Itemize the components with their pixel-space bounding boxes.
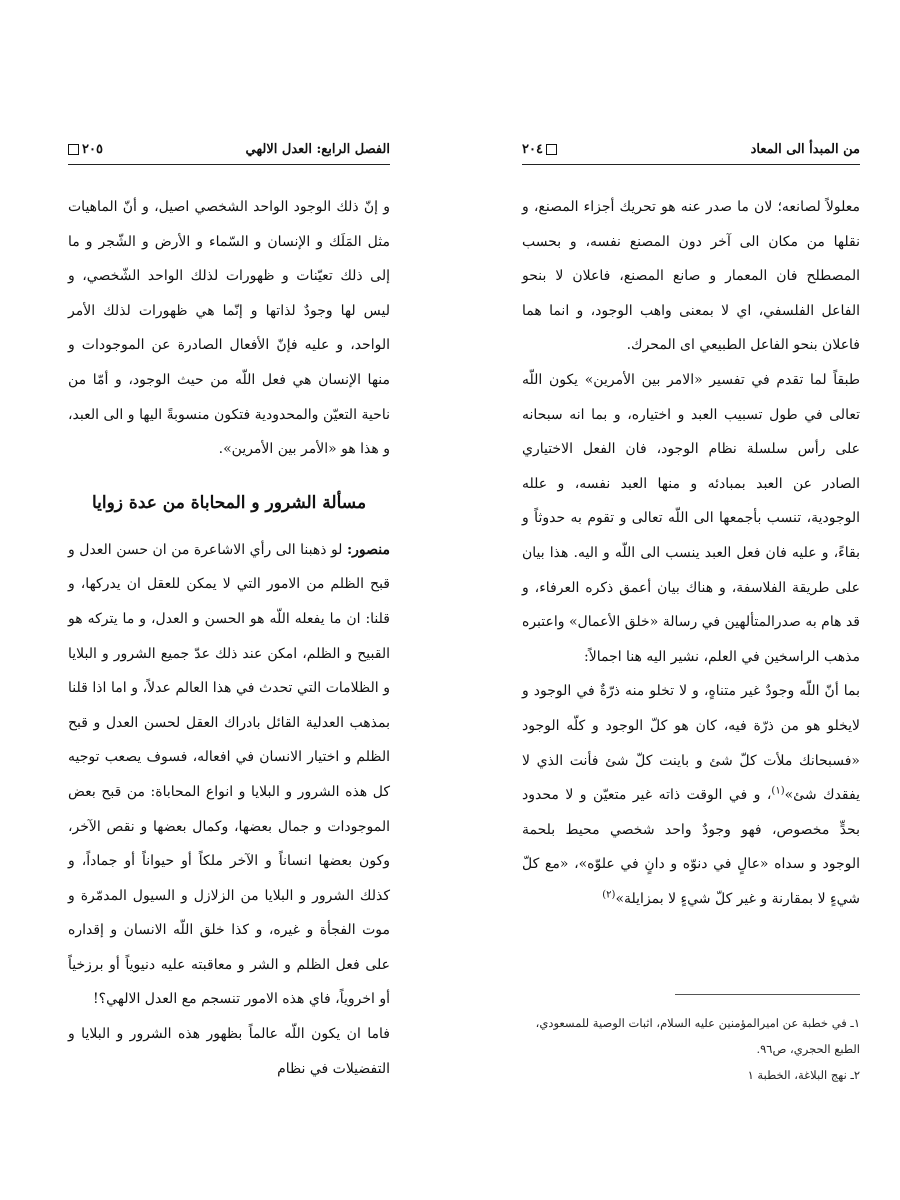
left-paragraph-3: فاما ان يكون اللّه عالماً بظهور هذه الشرور و البلايا و التفضيلات في نظام — [68, 1026, 390, 1077]
right-page-header — [522, 138, 860, 160]
left-running-head: الفصل الرابع: العدل الالهي — [245, 141, 390, 157]
right-page-number-wrap — [522, 142, 557, 157]
right-page — [450, 0, 900, 1200]
left-paragraph-1: و إنّ ذلك الوجود الواحد الشخصي اصيل، و أنّ الماهيات مثل المَلَك و الإنسان و السّماء و الأرض و الشّجر و ما إلى ذلك تعيّنات و ظهورات لذلك الواحد الشّخصي، و ليس لها وجودٌ لذاتها و إنّما هي ظهورات لذلك الأمر الواحد، و عليه فإنّ الأفعال الصادرة عن الموجودات و منها الإنسان هي فعل اللّه من حيث الوجود، و أمّا من ناحية التعيّن والمحدودية فتكون منسوبةً اليها و الى العبد، و هذا هو «الأمر بين الأمرين». — [68, 199, 390, 458]
right-paragraph-2: طبقاً لما تقدم في تفسير «الامر بين الأمرين» يكون اللّه تعالى في طول تسبيب العبد و اختياره، و بما انه سبحانه على رأس سلسلة نظام الوجود، فان الفعل الاختياري الصادر عن العبد بمبادئه و منها العبد نفسه، و علله الوجودية، تنسب بأجمعها الى اللّه تعالى و تقوم به حدوثاً و بقاءً، و عليه فان فعل العبد ينسب الى اللّه و اليه. هذا بيان على طريقة الفلاسفة، و هناك بيان أعمق ذكره العرفاء، و قد هام به صدرالمتألهين في رسالة «خلق الأعمال» واعتبره مذهب الراسخين في العلم، نشير اليه هنا اجمالاً: — [522, 371, 860, 665]
right-page-number: ٢٠٤ — [522, 141, 543, 157]
left-page-body — [68, 190, 390, 1086]
footnote-ref-1[interactable]: (١) — [771, 785, 785, 797]
footnote-ref-2[interactable]: (٢) — [602, 889, 616, 901]
footnote-rule — [675, 994, 860, 995]
page-box-icon — [546, 144, 557, 155]
left-paragraph-2 — [68, 533, 390, 1017]
speaker-name: منصور: — [346, 541, 390, 558]
right-header-rule — [522, 164, 860, 165]
page-box-icon — [68, 144, 79, 155]
left-page-number-wrap — [68, 142, 103, 157]
left-paragraph-2-text: لو ذهبنا الى رأي الاشاعرة من ان حسن العدل و قبح الظلم من الامور التي لا يمكن للعقل ان يدركها، و قلنا: ان ما يفعله اللّه هو الحسن و العدل، و ما يتركه هو القبيح و الظلم، امكن عند ذلك عدّ جميع الشرور و البلايا و الظلامات التي تحدث في هذا العالم عدلاً، و اما اذا قلنا بمذهب العدلية القائل بادراك العقل لحسن العدل و قبح الظلم و اختيار الانسان في افعاله، فسوف يصعب توجيه كل هذه الشرور و البلايا و انواع المحاباة: من قبح بعض الموجودات و جمال بعضها، وكمال بعضها و نقص الآخر، وكون بعضها انساناً و الآخر ملكاً أو حيواناً أو جماداً، و كذلك الشرور و البلايا من الزلازل و السيول المدمّرة و موت الفجأة و غيره، و كذا خلق اللّه الانسان و إقداره على فعل الظلم و الشر و معاقبته عليه دنيوياً أو برزخياً أو اخروياً، فاي هذه الامور تنسجم مع العدل الالهي؟! — [68, 541, 390, 1008]
footnotes — [522, 1010, 860, 1088]
right-paragraph-3-text: بما أنّ اللّه وجودٌ غير متناهٍ، و لا تخلو منه ذرّةٌ في الوجود و لايخلو هو من ذرّة فيه، كان هو كلّ الوجود و كلّه الوجود «فسبحانك ملأت كلّ شئ و باينت كلّ شئ فأنت الذي لا يفقدك شئ» — [522, 683, 860, 804]
right-paragraph-1: معلولاً لصانعه؛ لان ما صدر عنه هو تحريك أجزاء المصنع، و نقلها من مكان الى آخر دون المصنع نفسه، و بحسب المصطلح فان المعمار و صانع المصنع، فاعلان لا بنحو الفاعل الفلسفي، اي لا بمعنى واهب الوجود، و انما هما فاعلان بنحو الفاعل الطبيعي اى المحرك. — [522, 199, 860, 354]
left-header-rule — [68, 164, 390, 165]
section-title: مسألة الشرور و المحاباة من عدة زوايا — [91, 492, 367, 513]
footnote-1: ١ـ في خطبة عن اميرالمؤمنين عليه السلام، اثبات الوصية للمسعودي، الطبع الحجري، ص٩٦. — [535, 1016, 860, 1056]
footnote-2: ٢ـ نهج البلاغة، الخطبة ١ — [747, 1068, 860, 1082]
right-running-head: من المبدأ الى المعاد — [750, 141, 860, 157]
right-paragraph-3 — [522, 674, 860, 916]
right-paragraph-3-cont: ، و في الوقت ذاته غير متعيّن و لا محدود بحدٍّ مخصوص، فهو وجودٌ واحد شخصي محيط بلحمة الوجود و سداه «عالٍ في دنوّه و دانٍ في علوّه»، «مع كلّ شيءٍ لا بمقارنة و غير كلّ شيءٍ لا بمزايلة» — [522, 787, 860, 907]
left-page-header — [68, 138, 390, 160]
right-page-body — [522, 190, 860, 916]
left-page-number: ٢٠٥ — [82, 141, 103, 157]
